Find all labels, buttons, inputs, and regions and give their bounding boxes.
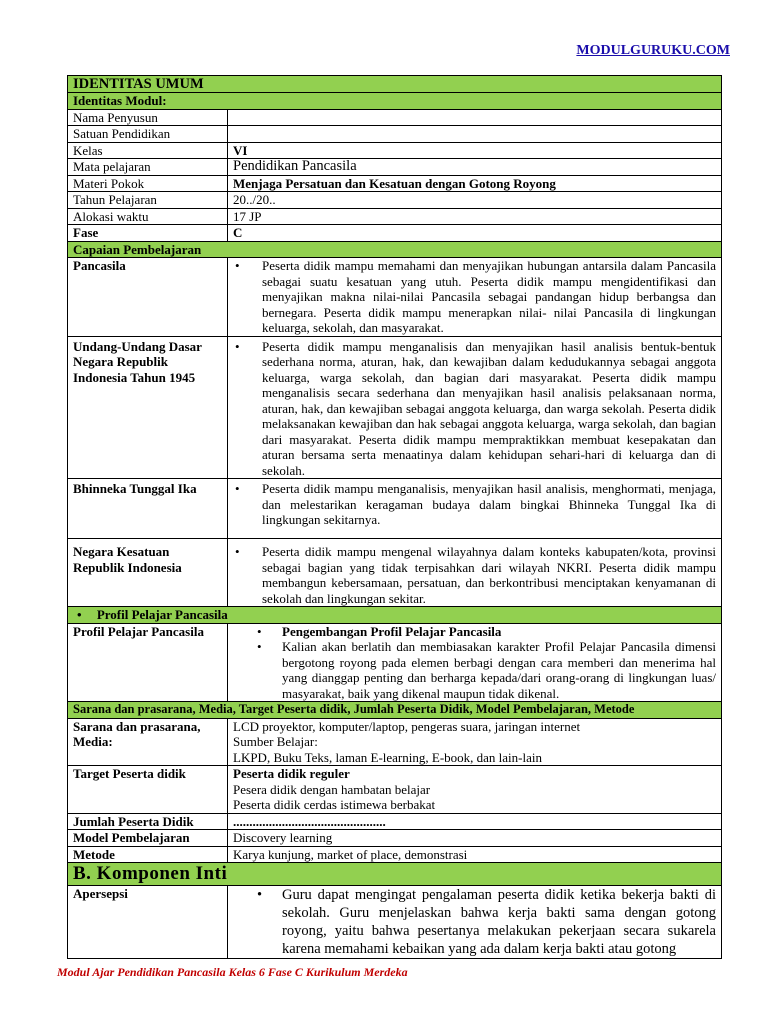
apersepsi-text: Guru dapat mengingat pengalaman peserta didik ketika bekerja bakti di sekolah. Guru menjelaskan bahwa kerja bakti sama dengan gotong royong, yaitu bahwa pesertanya melakukan pekerjaan secara sukarela karena memahami kebaikan yang ada dalam kerja bakti atau gotong	[282, 887, 716, 957]
profil-row	[68, 623, 722, 702]
row-kelas	[68, 142, 722, 159]
identitas-umum-header	[68, 76, 722, 93]
profil-label: Profil Pelajar Pancasila	[68, 623, 228, 702]
label-mata-pelajaran: Mata pelajaran	[68, 159, 228, 176]
target-label: Target Peserta didik	[68, 766, 228, 814]
label-satuan-pendidikan: Satuan Pendidikan	[68, 126, 228, 143]
sarana-cell	[228, 718, 722, 766]
model-value: Discovery learning	[228, 830, 722, 847]
site-link[interactable]: MODULGURUKU.COM	[576, 43, 730, 58]
apersepsi-cell	[228, 886, 722, 959]
capaian-text-uud: Peserta didik mampu menganalisis dan menyajikan hasil analisis bentuk-bentuk sederhana norma, aturan, hak, dan kewajiban dalam kedudukannya sebagai anggota keluarga, warga sekolah, dan bagian dari masyarakat. Peserta didik mampu menganalisis secara sederhana dan menyajikan hasil analisis pelaksanaan norma, aturan, hak, dan kewajiban sebagai anggota keluarga, dan warga sekolah. Peserta didik melaksanakan kewajiban dan hak sebagai anggota keluarga, warga sekolah, dan bagian dari masyarakat. Peserta didik mampu mempraktikkan membuat kesepakatan dan aturan bersama serta menaatinya dalam kehidupan sehari-hari di keluarga dan di sekolah.	[262, 338, 716, 478]
metode-label: Metode	[68, 846, 228, 863]
label-tahun-pelajaran: Tahun Pelajaran	[68, 192, 228, 209]
model-label: Model Pembelajaran	[68, 830, 228, 847]
row-materi-pokok	[68, 175, 722, 192]
profil-header-cell	[68, 607, 722, 624]
capaian-text-pancasila: Peserta didik mampu memahami dan menyajikan hubungan antarsila dalam Pancasila sebagai suatu kesatuan yang utuh. Peserta didik mampu mengidentifikasi dan menyajikan makna nilai-nilai Pancasila sebagai pandangan hidup berbangsa dan bernegara. Peserta didik mampu menerapkan nilai- nilai Pancasila di lingkungan keluarga, sekolah, dan masyarakat.	[262, 258, 716, 335]
row-fase	[68, 225, 722, 242]
profil-cell	[228, 623, 722, 702]
bullet-icon: •	[77, 607, 82, 622]
row-tahun-pelajaran	[68, 192, 722, 209]
capaian-cell-pancasila	[228, 258, 722, 337]
identitas-umum-title: IDENTITAS UMUM	[68, 76, 722, 93]
sarana-line-3: LKPD, Buku Teks, laman E-learning, E-book, dan lain-lain	[233, 749, 542, 765]
capaian-row-pancasila	[68, 258, 722, 337]
profil-sub-title: Pengembangan Profil Pelajar Pancasila	[282, 623, 502, 639]
profil-title: Profil Pelajar Pancasila	[96, 607, 228, 622]
bullet-icon: •	[257, 887, 263, 903]
jumlah-row	[68, 813, 722, 830]
sarana-title: Sarana dan prasarana, Media, Target Peserta didik, Jumlah Peserta Didik, Model Pembelajaran, Metode	[68, 702, 722, 719]
capaian-row-bhinneka	[68, 479, 722, 539]
bullet-icon: •	[235, 481, 240, 496]
capaian-row-nkri	[68, 539, 722, 607]
label-fase: Fase	[68, 225, 228, 242]
capaian-title: Capaian Pembelajaran	[68, 241, 722, 258]
row-satuan-pendidikan	[68, 126, 722, 143]
target-cell	[228, 766, 722, 814]
metode-row	[68, 846, 722, 863]
bullet-icon: •	[235, 258, 240, 273]
jumlah-value: ...............................................	[228, 813, 722, 830]
bullet-icon: •	[257, 623, 262, 639]
komponen-title: B. Komponen Inti	[68, 863, 722, 886]
value-alokasi-waktu: 17 JP	[228, 208, 722, 225]
bullet-icon: •	[235, 338, 240, 354]
profil-header	[68, 607, 722, 624]
value-satuan-pendidikan	[228, 126, 722, 143]
sarana-header	[68, 702, 722, 719]
target-reguler: Peserta didik reguler	[233, 766, 350, 781]
value-kelas: VI	[228, 142, 722, 159]
capaian-cell-bhinneka	[228, 479, 722, 539]
module-table	[67, 75, 722, 959]
identitas-modul-title: Identitas Modul:	[68, 93, 722, 110]
target-row	[68, 766, 722, 814]
identitas-modul-header	[68, 93, 722, 110]
komponen-header	[68, 863, 722, 886]
target-line-1: Pesera didik dengan hambatan belajar	[233, 781, 431, 797]
apersepsi-row	[68, 886, 722, 959]
row-nama-penyusun	[68, 109, 722, 126]
footer-caption: Modul Ajar Pendidikan Pancasila Kelas 6 Fase C Kurikulum Merdeka	[57, 965, 408, 979]
value-mata-pelajaran: Pendidikan Pancasila	[228, 159, 722, 176]
value-nama-penyusun	[228, 109, 722, 126]
capaian-label-pancasila: Pancasila	[68, 258, 228, 337]
label-materi-pokok: Materi Pokok	[68, 175, 228, 192]
metode-value: Karya kunjung, market of place, demonstrasi	[228, 846, 722, 863]
capaian-label-bhinneka: Bhinneka Tunggal Ika	[68, 479, 228, 539]
bullet-icon: •	[235, 544, 240, 559]
row-alokasi-waktu	[68, 208, 722, 225]
value-tahun-pelajaran: 20../20..	[228, 192, 722, 209]
label-nama-penyusun: Nama Penyusun	[68, 109, 228, 126]
profil-text: Kalian akan berlatih dan membiasakan karakter Profil Pelajar Pancasila dimensi bergotong royong pada elemen berbagi dengan cara memberi dan menerima hal yang dianggap penting dan berharga kepada/dari orang-orang di lingkungan luas/ masyarakat, baik yang dikenal maupun tidak dikenal.	[282, 639, 716, 701]
value-fase: C	[228, 225, 722, 242]
capaian-text-nkri: Peserta didik mampu mengenal wilayahnya dalam konteks kabupaten/kota, provinsi sebagai bagian yang tidak terpisahkan dari wilayah NKRI. Peserta didik mampu membangun kebersamaan, persatuan, dan berkontribusi menciptakan kenyamanan di sekolah dan lingkungan sekitar.	[262, 544, 716, 606]
jumlah-label: Jumlah Peserta Didik	[68, 813, 228, 830]
label-kelas: Kelas	[68, 142, 228, 159]
sarana-line-2: Sumber Belajar:	[233, 734, 318, 749]
model-row	[68, 830, 722, 847]
sarana-line-1: LCD proyektor, komputer/laptop, pengeras suara, jaringan internet	[233, 718, 581, 734]
sarana-label: Sarana dan prasarana, Media:	[68, 718, 228, 766]
capaian-label-nkri: Negara Kesatuan Republik Indonesia	[68, 539, 228, 607]
sarana-row	[68, 718, 722, 766]
label-alokasi-waktu: Alokasi waktu	[68, 208, 228, 225]
capaian-cell-uud	[228, 336, 722, 479]
capaian-cell-nkri	[228, 539, 722, 607]
capaian-label-uud: Undang-Undang Dasar Negara Republik Indonesia Tahun 1945	[68, 336, 228, 479]
row-mata-pelajaran	[68, 159, 722, 176]
apersepsi-label: Apersepsi	[68, 886, 228, 959]
target-line-2: Peserta didik cerdas istimewa berbakat	[233, 797, 436, 812]
bullet-icon: •	[257, 639, 262, 654]
capaian-row-uud	[68, 336, 722, 479]
value-materi-pokok: Menjaga Persatuan dan Kesatuan dengan Gotong Royong	[228, 175, 722, 192]
capaian-header	[68, 241, 722, 258]
capaian-text-bhinneka: Peserta didik mampu menganalisis, menyajikan hasil analisis, menghormati, menjaga, dan melestarikan keragaman budaya dalam bingkai Bhinneka Tunggal Ika di lingkungan sekitarnya.	[262, 481, 716, 527]
